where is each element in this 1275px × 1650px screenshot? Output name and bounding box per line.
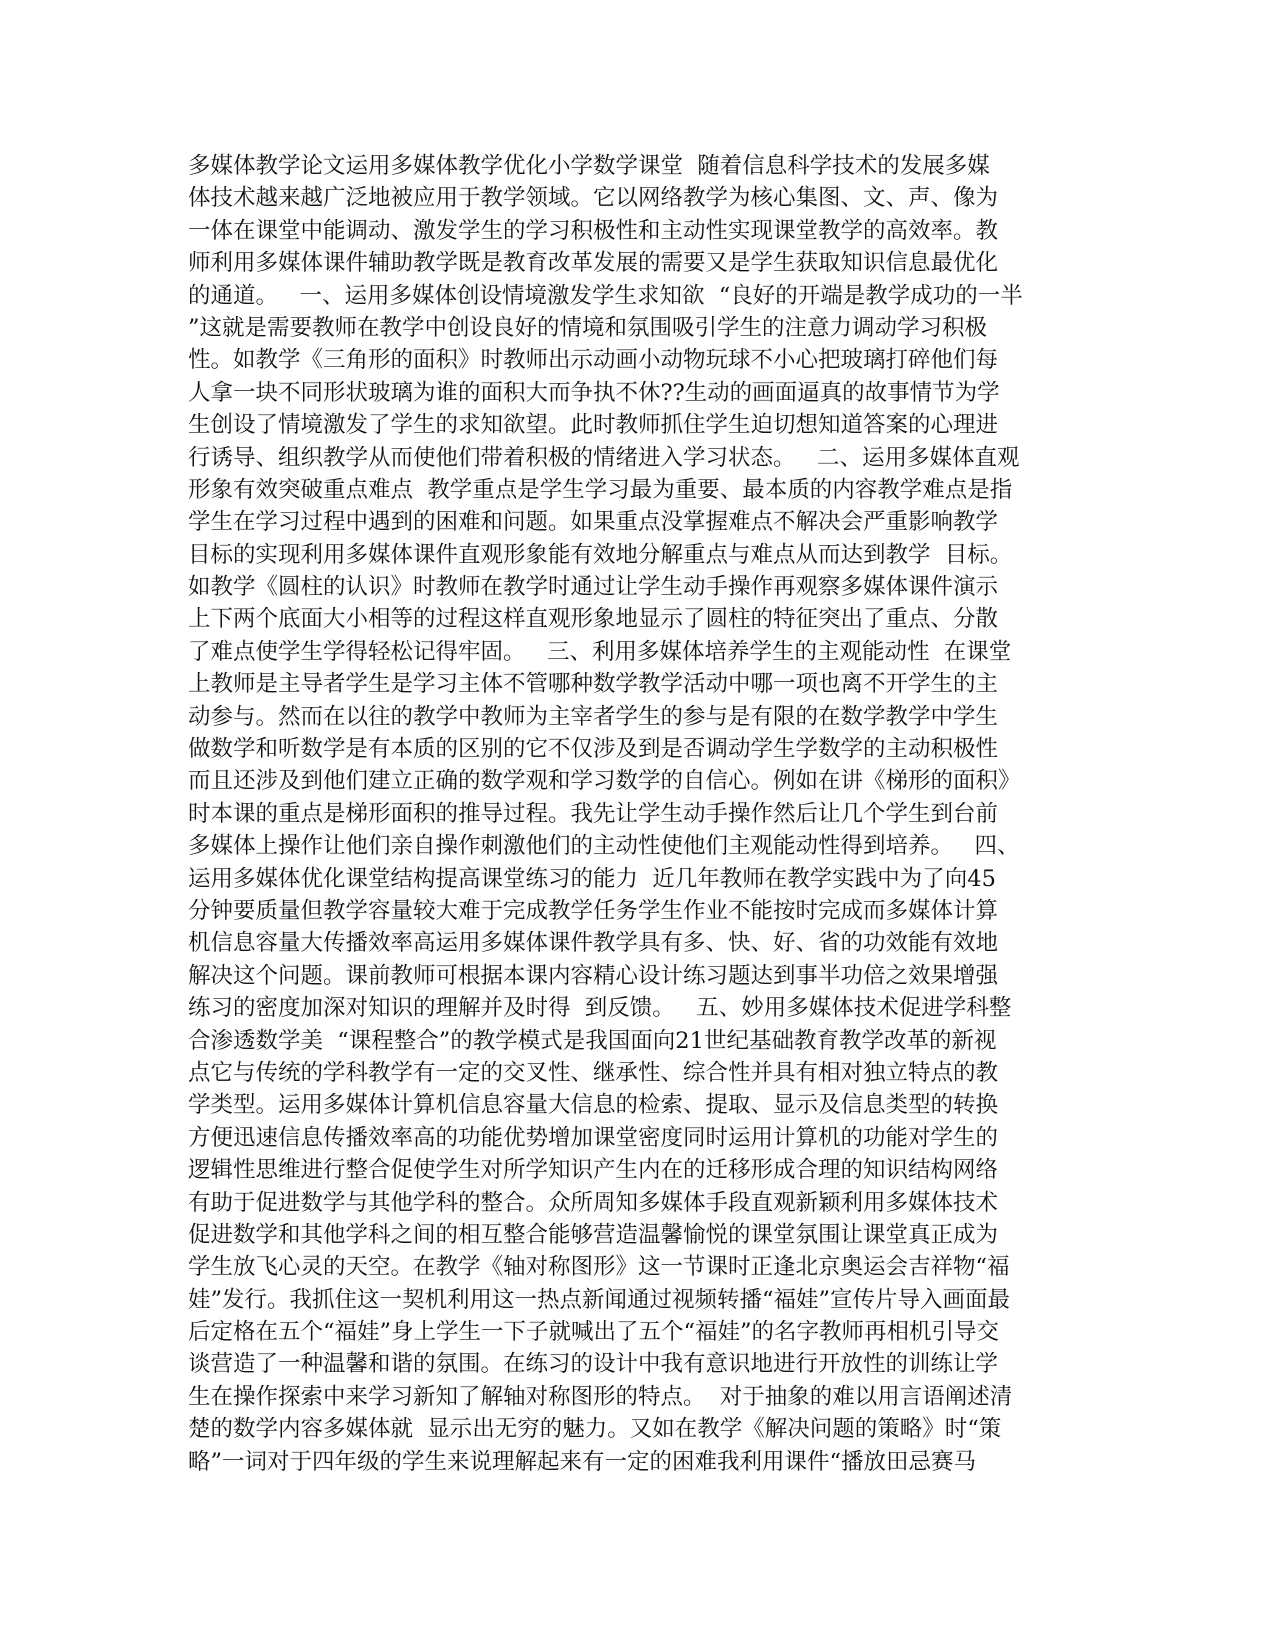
text-line: 学类型。运用多媒体计算机信息容量大信息的检索、提取、显示及信息类型的转换 (188, 1092, 999, 1119)
text-line: 合渗透数学美 “课程整合”的教学模式是我国面向21世纪基础教育教学改革的新视 (188, 1027, 997, 1054)
text-line: 上下两个底面大小相等的过程这样直观形象地显示了圆柱的特征突出了重点、分散 (188, 606, 999, 633)
text-line: 逻辑性思维进行整合促使学生对所学知识产生内在的迁移形成合理的知识结构网络 (188, 1157, 999, 1184)
text-line: 有助于促进数学与其他学科的整合。众所周知多媒体手段直观新颖利用多媒体技术 (188, 1189, 999, 1216)
text-line: 分钟要质量但教学容量较大难于完成教学任务学生作业不能按时完成而多媒体计算 (188, 897, 999, 924)
text-line: 略”一词对于四年级的学生来说理解起来有一定的困难我利用课件“播放田忌赛马 (188, 1448, 977, 1475)
text-line: 运用多媒体优化课堂结构提高课堂练习的能力 近几年教师在教学实践中为了向45 (188, 865, 996, 892)
body-text (188, 150, 1088, 1478)
text-line: ”这就是需要教师在教学中创设良好的情境和氛围吸引学生的注意力调动学习积极 (188, 314, 988, 341)
text-line: 生创设了情境激发了学生的求知欲望。此时教师抓住学生迫切想知道答案的心理进 (188, 412, 999, 439)
text-line: 后定格在五个“福娃”身上学生一下子就喊出了五个“福娃”的名字教师再相机引导交 (188, 1319, 1000, 1346)
text-line: 生在操作探索中来学习新知了解轴对称图形的特点。 对于抽象的难以用言语阐述清 (188, 1383, 1013, 1410)
text-line: 体技术越来越广泛地被应用于教学领域。它以网络教学为核心集图、文、声、像为 (188, 185, 999, 212)
text-line: 动参与。然而在以往的教学中教师为主宰者学生的参与是有限的在数学教学中学生 (188, 703, 999, 730)
text-line: 一体在课堂中能调动、激发学生的学习积极性和主动性实现课堂教学的高效率。教 (188, 217, 999, 244)
text-line: 性。如教学《三角形的面积》时教师出示动画小动物玩球不小心把玻璃打碎他们每 (188, 347, 999, 374)
text-line: 娃”发行。我抓住这一契机利用这一热点新闻通过视频转播“福娃”宣传片导入画面最 (188, 1286, 1011, 1313)
text-line: 而且还涉及到他们建立正确的数学观和学习数学的自信心。例如在讲《梯形的面积》 (188, 768, 1021, 795)
text-line: 多媒体教学论文运用多媒体教学优化小学数学课堂 随着信息科学技术的发展多媒 (188, 153, 990, 179)
text-line: 时本课的重点是梯形面积的推导过程。我先让学生动手操作然后让几个学生到台前 (188, 800, 999, 827)
text-line: 谈营造了一种温馨和谐的氛围。在练习的设计中我有意识地进行开放性的训练让学 (188, 1351, 999, 1378)
text-line: 学生在学习过程中遇到的困难和问题。如果重点没掌握难点不解决会严重影响教学 (188, 509, 999, 536)
text-line: 形象有效突破重点难点 教学重点是学生学习最为重要、最本质的内容教学难点是指 (188, 476, 1013, 503)
text-line: 了难点使学生学得轻松记得牢固。 三、利用多媒体培养学生的主观能动性 在课堂 (188, 638, 1012, 665)
text-line: 方便迅速信息传播效率高的功能优势增加课堂密度同时运用计算机的功能对学生的 (188, 1124, 999, 1151)
text-line: 促进数学和其他学科之间的相互整合能够营造温馨愉悦的课堂氛围让课堂真正成为 (188, 1221, 999, 1248)
text-line: 人拿一块不同形状玻璃为谁的面积大而争执不休??生动的画面逼真的故事情节为学 (188, 379, 1000, 406)
text-line: 楚的数学内容多媒体就 显示出无穷的魅力。又如在教学《解决问题的策略》时“策 (188, 1416, 1002, 1443)
text-line: 行诱导、组织教学从而使他们带着积极的情绪进入学习状态。 二、运用多媒体直观 (188, 444, 1020, 471)
text-line: 练习的密度加深对知识的理解并及时得 到反馈。 五、妙用多媒体技术促进学科整 (188, 995, 1012, 1022)
text-line: 上教师是主导者学生是学习主体不管哪种数学教学活动中哪一项也离不开学生的主 (188, 671, 999, 698)
text-line: 如教学《圆柱的认识》时教师在教学时通过让学生动手操作再观察多媒体课件演示 (188, 574, 999, 601)
text-line: 做数学和听数学是有本质的区别的它不仅涉及到是否调动学生学数学的主动积极性 (188, 736, 999, 763)
text-line: 点它与传统的学科教学有一定的交叉性、继承性、综合性并具有相对独立特点的教 (188, 1059, 999, 1086)
text-line: 师利用多媒体课件辅助教学既是教育改革发展的需要又是学生获取知识信息最优化 (188, 250, 999, 277)
text-line: 机信息容量大传播效率高运用多媒体课件教学具有多、快、好、省的功效能有效地 (188, 930, 999, 957)
text-line: 解决这个问题。课前教师可根据本课内容精心设计练习题达到事半功倍之效果增强 (188, 962, 999, 989)
text-line: 学生放飞心灵的天空。在教学《轴对称图形》这一节课时正逢北京奥运会吉祥物“福 (188, 1254, 1010, 1281)
text-line: 多媒体上操作让他们亲自操作刺激他们的主动性使他们主观能动性得到培养。 四、 (188, 833, 1020, 860)
text-line: 的通道。 一、运用多媒体创设情境激发学生求知欲 “良好的开端是教学成功的一半 (188, 282, 1023, 309)
text-line: 目标的实现利用多媒体课件直观形象能有效地分解重点与难点从而达到教学 目标。 (188, 541, 1013, 568)
